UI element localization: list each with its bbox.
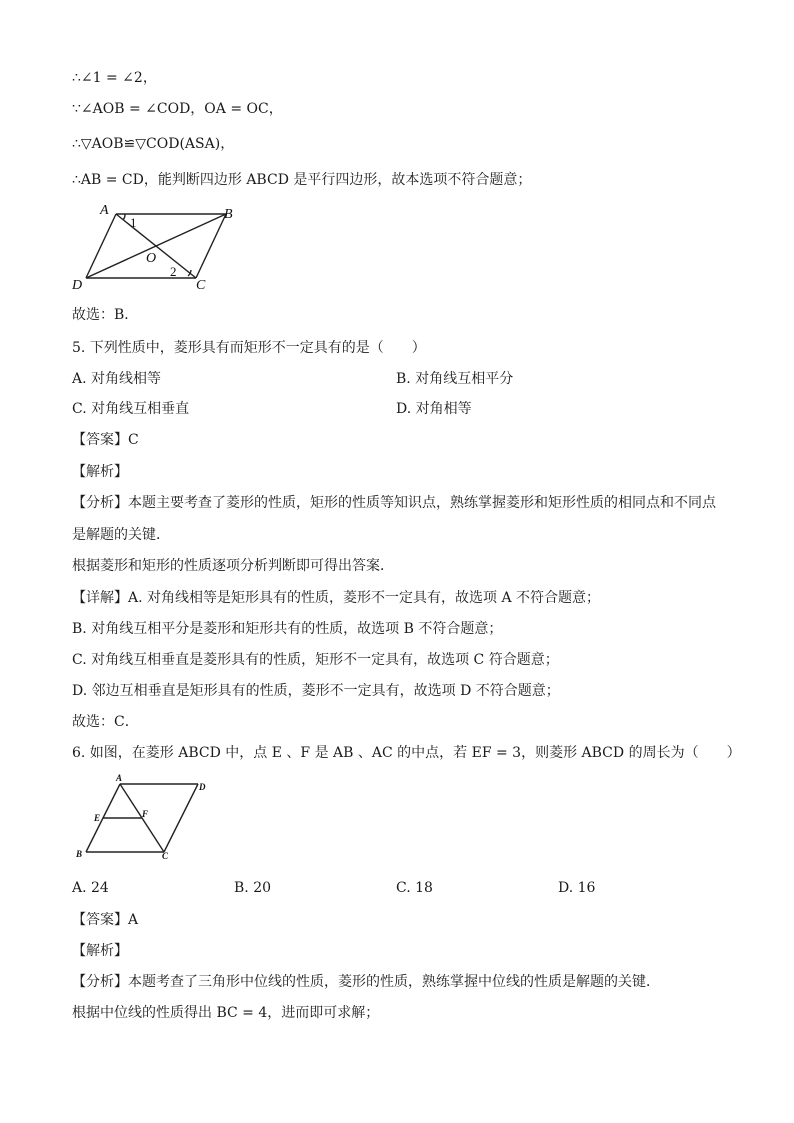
q5-choice: 故选：C． bbox=[72, 714, 139, 730]
q5-option-a: A. 对角线相等 bbox=[72, 371, 162, 387]
q5-detail-line-4: D. 邻边互相垂直是矩形具有的性质，菱形不一定具有，故选项 D 不符合题意； bbox=[72, 683, 560, 699]
q6-option-a: A. 24 bbox=[72, 880, 109, 896]
rhombus-figure bbox=[72, 772, 222, 864]
label-angle-1: 1 bbox=[130, 215, 137, 230]
q6-option-d: D. 16 bbox=[558, 880, 596, 896]
q5-answer: 【答案】C bbox=[72, 432, 139, 448]
proof-line-3: ∴▽AOB≌▽COD(ASA)， bbox=[72, 136, 235, 152]
angle-2-arc bbox=[188, 270, 191, 276]
q5-analysis-heading: 【解析】 bbox=[72, 464, 128, 480]
q5-option-c: C. 对角线互相垂直 bbox=[72, 401, 190, 417]
previous-choice: 故选：B． bbox=[72, 307, 139, 323]
q6-stem: 6. 如图，在菱形 ABCD 中，点 E 、F 是 AB 、AC 的中点，若 EF = 3，则菱形 ABCD 的周长为（ ） bbox=[72, 745, 741, 761]
proof-line-1: ∴∠1 = ∠2， bbox=[72, 70, 157, 86]
label-c: C bbox=[162, 851, 169, 861]
label-a: A bbox=[116, 773, 123, 783]
q5-detail-line-3: C. 对角线互相垂直是菱形具有的性质，矩形不一定具有，故选项 C 符合题意； bbox=[72, 652, 559, 668]
q5-option-b: B. 对角线互相平分 bbox=[396, 371, 514, 387]
q5-analysis-line-2: 是解题的关键． bbox=[72, 527, 170, 543]
q5-stem: 5. 下列性质中，菱形具有而矩形不一定具有的是（ ） bbox=[72, 340, 426, 356]
label-d: D bbox=[72, 278, 83, 292]
q6-analysis-line-2: 根据中位线的性质得出 BC = 4，进而即可求解； bbox=[72, 1005, 380, 1021]
proof-line-4: ∴AB = CD，能判断四边形 ABCD 是平行四边形，故本选项不符合题意； bbox=[72, 172, 532, 188]
proof-line-2: ∵∠AOB = ∠COD，OA = OC， bbox=[72, 101, 283, 117]
q5-detail-line-1: 【详解】A. 对角线相等是矩形具有的性质，菱形不一定具有，故选项 A 不符合题意； bbox=[72, 590, 601, 606]
q5-analysis-line-3: 根据菱形和矩形的性质逐项分析判断即可得出答案． bbox=[72, 558, 394, 574]
q6-analysis-heading: 【解析】 bbox=[72, 943, 128, 959]
q5-analysis-line-1: 【分析】本题主要考查了菱形的性质，矩形的性质等知识点，熟练掌握菱形和矩形性质的相同点和不同点 bbox=[72, 495, 716, 511]
q6-answer: 【答案】A bbox=[72, 912, 139, 928]
q5-option-d: D. 对角相等 bbox=[396, 401, 472, 417]
label-b: B bbox=[76, 849, 83, 859]
label-c: C bbox=[196, 278, 206, 292]
q6-analysis-line-1: 【分析】本题考查了三角形中位线的性质，菱形的性质，熟练掌握中位线的性质是解题的关键． bbox=[72, 974, 660, 990]
label-angle-2: 2 bbox=[170, 264, 177, 279]
label-a: A bbox=[100, 203, 109, 218]
angle-1-arc bbox=[123, 214, 125, 220]
parallelogram-figure bbox=[72, 200, 252, 292]
label-b: B bbox=[224, 207, 233, 222]
label-d: D bbox=[199, 782, 206, 792]
label-e: E bbox=[94, 813, 101, 823]
q6-option-c: C. 18 bbox=[396, 880, 433, 896]
diagonal-bd bbox=[86, 214, 226, 278]
q6-option-b: B. 20 bbox=[234, 880, 272, 896]
edge-dc bbox=[164, 784, 198, 852]
q5-detail-line-2: B. 对角线互相平分是菱形和矩形共有的性质，故选项 B 不符合题意； bbox=[72, 621, 503, 637]
edge-bc bbox=[196, 214, 226, 278]
edge-da bbox=[86, 214, 116, 278]
label-o: O bbox=[146, 251, 157, 266]
label-f: F bbox=[142, 809, 149, 819]
